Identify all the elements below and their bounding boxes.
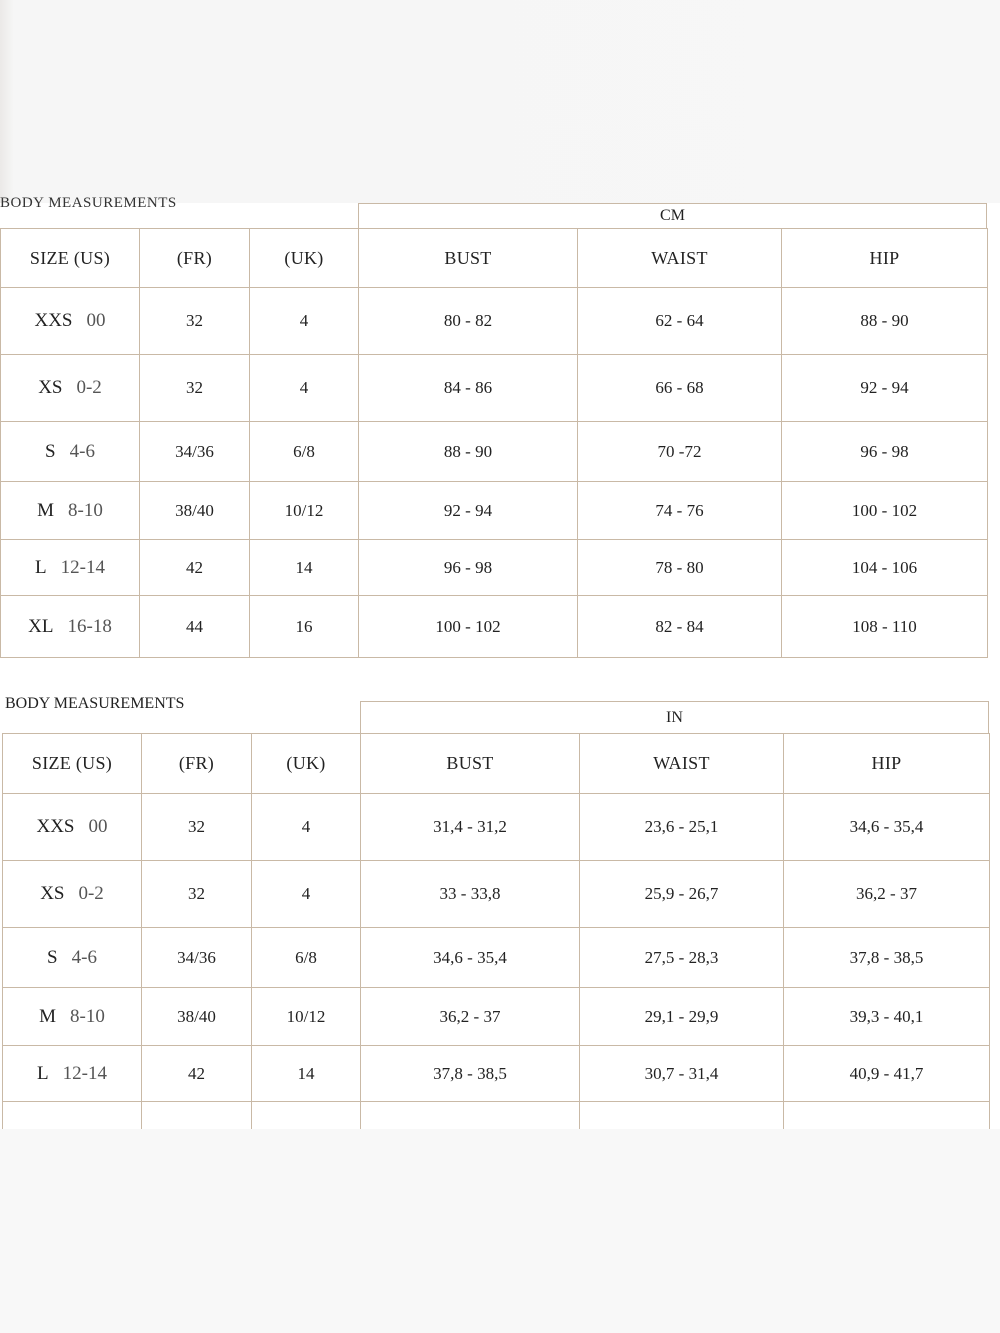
hip-cell bbox=[782, 482, 988, 540]
fr-cell bbox=[142, 928, 252, 988]
waist-value: 25,9 - 26,7 bbox=[644, 884, 719, 903]
hip-cell bbox=[782, 288, 988, 355]
uk-cell bbox=[252, 794, 361, 861]
hip-value: 37,8 - 38,5 bbox=[849, 947, 924, 967]
size-letter: S bbox=[47, 946, 58, 968]
bust-cell bbox=[361, 861, 580, 928]
bust-value: 33 - 33,8 bbox=[439, 884, 501, 903]
hip-cell bbox=[782, 355, 988, 422]
size-us: 16-18 bbox=[67, 615, 112, 637]
size-cell bbox=[3, 928, 142, 988]
waist-value: 70 -72 bbox=[657, 441, 702, 461]
fr-value: 44 bbox=[186, 616, 203, 636]
header-uk: (UK) bbox=[252, 734, 361, 794]
waist-value: 74 - 76 bbox=[655, 500, 704, 520]
table-row bbox=[1, 482, 988, 540]
size-cell bbox=[3, 988, 142, 1046]
bust-cell bbox=[361, 928, 580, 988]
bust-value: 36,2 - 37 bbox=[439, 1006, 501, 1026]
size-letter: M bbox=[39, 1005, 57, 1027]
size-us: 12-14 bbox=[60, 556, 105, 578]
fr-value: 42 bbox=[186, 557, 203, 577]
hip-value: 96 - 98 bbox=[860, 441, 909, 461]
hip-cell bbox=[782, 422, 988, 482]
hip-cell bbox=[784, 1046, 990, 1102]
cm-section-title: BODY MEASUREMENTS bbox=[0, 195, 177, 211]
waist-value: 29,1 - 29,9 bbox=[644, 1006, 719, 1026]
waist-cell bbox=[578, 482, 782, 540]
uk-cell bbox=[250, 596, 359, 658]
bust-value: 88 - 90 bbox=[443, 441, 493, 461]
bust-cell bbox=[359, 540, 578, 596]
fr-value: 32 bbox=[186, 378, 203, 397]
fr-cell bbox=[140, 288, 250, 355]
in-size-table bbox=[2, 733, 990, 1162]
bust-cell bbox=[359, 596, 578, 658]
size-cell bbox=[1, 288, 140, 355]
uk-cell bbox=[250, 288, 359, 355]
fr-cell bbox=[142, 988, 252, 1046]
waist-cell bbox=[580, 1046, 784, 1102]
size-cell bbox=[3, 861, 142, 928]
uk-value: 4 bbox=[299, 378, 309, 397]
size-us: 8-10 bbox=[68, 499, 103, 521]
waist-value: 62 - 64 bbox=[655, 311, 704, 330]
size-chart-sheet bbox=[0, 195, 1000, 1129]
header-waist: WAIST bbox=[578, 229, 782, 288]
fr-cell bbox=[142, 794, 252, 861]
hip-value: 88 - 90 bbox=[860, 311, 909, 330]
header-size-us: SIZE (US) bbox=[1, 229, 140, 288]
table-row bbox=[3, 794, 990, 861]
top-margin bbox=[0, 0, 1000, 203]
uk-value: 16 bbox=[295, 616, 313, 636]
hip-value: 92 - 94 bbox=[860, 378, 909, 397]
uk-value: 6/8 bbox=[295, 947, 317, 967]
waist-cell bbox=[578, 596, 782, 658]
header-bust: BUST bbox=[361, 734, 580, 794]
uk-value: 14 bbox=[297, 1063, 315, 1083]
size-letter: XS bbox=[40, 883, 65, 904]
hip-cell bbox=[784, 988, 990, 1046]
hip-cell bbox=[784, 928, 990, 988]
waist-value: 82 - 84 bbox=[655, 616, 704, 636]
header-size-us: SIZE (US) bbox=[3, 734, 142, 794]
size-us: 4-6 bbox=[69, 440, 95, 462]
fr-cell bbox=[142, 861, 252, 928]
waist-cell bbox=[578, 422, 782, 482]
header-hip: HIP bbox=[784, 734, 990, 794]
bust-cell bbox=[359, 482, 578, 540]
fr-cell bbox=[140, 422, 250, 482]
uk-value: 10/12 bbox=[284, 500, 324, 520]
size-us: 00 bbox=[88, 816, 108, 837]
size-letter: XXS bbox=[36, 816, 75, 837]
size-cell bbox=[3, 1046, 142, 1102]
bust-value: 92 - 94 bbox=[443, 500, 493, 520]
hip-cell bbox=[784, 794, 990, 861]
hip-value: 100 - 102 bbox=[851, 500, 918, 520]
uk-cell bbox=[250, 422, 359, 482]
size-cell bbox=[1, 596, 140, 658]
bust-value: 84 - 86 bbox=[443, 378, 493, 397]
uk-value: 14 bbox=[295, 557, 313, 577]
waist-cell bbox=[580, 988, 784, 1046]
fr-value: 32 bbox=[188, 884, 205, 903]
waist-cell bbox=[580, 794, 784, 861]
table-row bbox=[3, 988, 990, 1046]
uk-value: 6/8 bbox=[293, 441, 315, 461]
size-us: 0-2 bbox=[76, 377, 102, 398]
hip-cell bbox=[784, 861, 990, 928]
table-row bbox=[1, 355, 988, 422]
fr-cell bbox=[140, 596, 250, 658]
fr-value: 38/40 bbox=[175, 500, 214, 520]
in-unit-label: IN bbox=[360, 701, 989, 733]
fr-value: 34/36 bbox=[175, 441, 214, 461]
uk-value: 4 bbox=[301, 884, 311, 903]
uk-value: 4 bbox=[301, 817, 311, 836]
hip-value: 39,3 - 40,1 bbox=[849, 1006, 924, 1026]
header-waist: WAIST bbox=[580, 734, 784, 794]
cm-unit-label: CM bbox=[358, 203, 987, 228]
size-us: 4-6 bbox=[71, 946, 97, 968]
table-row bbox=[1, 540, 988, 596]
bust-cell bbox=[359, 288, 578, 355]
bust-cell bbox=[361, 794, 580, 861]
hip-value: 34,6 - 35,4 bbox=[849, 817, 924, 836]
hip-value: 108 - 110 bbox=[852, 616, 917, 636]
bust-cell bbox=[361, 1046, 580, 1102]
size-letter: L bbox=[37, 1062, 49, 1084]
size-us: 0-2 bbox=[78, 883, 104, 904]
hip-value: 36,2 - 37 bbox=[856, 884, 917, 903]
waist-cell bbox=[578, 540, 782, 596]
fr-value: 32 bbox=[188, 817, 205, 836]
cm-header-row bbox=[1, 229, 988, 288]
cm-size-table bbox=[0, 228, 988, 658]
bust-value: 100 - 102 bbox=[435, 616, 501, 636]
in-section-title: BODY MEASUREMENTS bbox=[5, 695, 185, 712]
size-cell bbox=[1, 482, 140, 540]
table-row bbox=[3, 861, 990, 928]
waist-value: 30,7 - 31,4 bbox=[644, 1063, 719, 1083]
bust-value: 37,8 - 38,5 bbox=[433, 1063, 507, 1083]
hip-cell bbox=[782, 596, 988, 658]
size-letter: XS bbox=[38, 377, 63, 398]
waist-value: 23,6 - 25,1 bbox=[644, 817, 719, 836]
fr-value: 34/36 bbox=[177, 947, 216, 967]
table-row bbox=[1, 288, 988, 355]
uk-cell bbox=[252, 928, 361, 988]
size-letter: M bbox=[37, 499, 55, 521]
uk-cell bbox=[252, 1046, 361, 1102]
fr-cell bbox=[140, 482, 250, 540]
table-row bbox=[1, 422, 988, 482]
header-fr: (FR) bbox=[142, 734, 252, 794]
bust-value: 31,4 - 31,2 bbox=[433, 817, 507, 836]
hip-cell bbox=[782, 540, 988, 596]
in-header-row bbox=[3, 734, 990, 794]
size-us: 8-10 bbox=[70, 1005, 105, 1027]
size-letter: XXS bbox=[34, 310, 73, 331]
table-row bbox=[1, 596, 988, 658]
size-cell bbox=[1, 355, 140, 422]
fr-value: 42 bbox=[188, 1063, 205, 1083]
waist-cell bbox=[580, 928, 784, 988]
hip-value: 40,9 - 41,7 bbox=[849, 1063, 924, 1083]
table-row bbox=[3, 928, 990, 988]
waist-value: 27,5 - 28,3 bbox=[644, 947, 719, 967]
size-cell bbox=[3, 794, 142, 861]
uk-value: 10/12 bbox=[286, 1006, 326, 1026]
fr-value: 38/40 bbox=[177, 1006, 216, 1026]
bust-cell bbox=[361, 988, 580, 1046]
fr-cell bbox=[142, 1046, 252, 1102]
size-letter: XL bbox=[28, 615, 54, 637]
uk-cell bbox=[250, 482, 359, 540]
fr-cell bbox=[140, 540, 250, 596]
waist-cell bbox=[578, 288, 782, 355]
waist-cell bbox=[578, 355, 782, 422]
bottom-margin bbox=[0, 1129, 1000, 1333]
bust-cell bbox=[359, 355, 578, 422]
bust-value: 80 - 82 bbox=[443, 311, 493, 330]
uk-cell bbox=[250, 355, 359, 422]
header-bust: BUST bbox=[359, 229, 578, 288]
uk-value: 4 bbox=[299, 311, 309, 330]
fr-cell bbox=[140, 355, 250, 422]
fr-value: 32 bbox=[186, 311, 203, 330]
waist-value: 78 - 80 bbox=[655, 557, 704, 577]
uk-cell bbox=[250, 540, 359, 596]
bust-value: 96 - 98 bbox=[443, 557, 493, 577]
waist-value: 66 - 68 bbox=[655, 378, 704, 397]
header-fr: (FR) bbox=[140, 229, 250, 288]
size-cell bbox=[1, 540, 140, 596]
waist-cell bbox=[580, 861, 784, 928]
size-letter: L bbox=[35, 556, 47, 578]
table-row bbox=[3, 1046, 990, 1102]
header-hip: HIP bbox=[782, 229, 988, 288]
uk-cell bbox=[252, 861, 361, 928]
size-us: 12-14 bbox=[62, 1062, 107, 1084]
hip-value: 104 - 106 bbox=[851, 557, 918, 577]
bust-value: 34,6 - 35,4 bbox=[433, 947, 507, 967]
header-uk: (UK) bbox=[250, 229, 359, 288]
size-letter: S bbox=[45, 440, 56, 462]
bust-cell bbox=[359, 422, 578, 482]
size-us: 00 bbox=[86, 310, 106, 331]
size-cell bbox=[1, 422, 140, 482]
uk-cell bbox=[252, 988, 361, 1046]
